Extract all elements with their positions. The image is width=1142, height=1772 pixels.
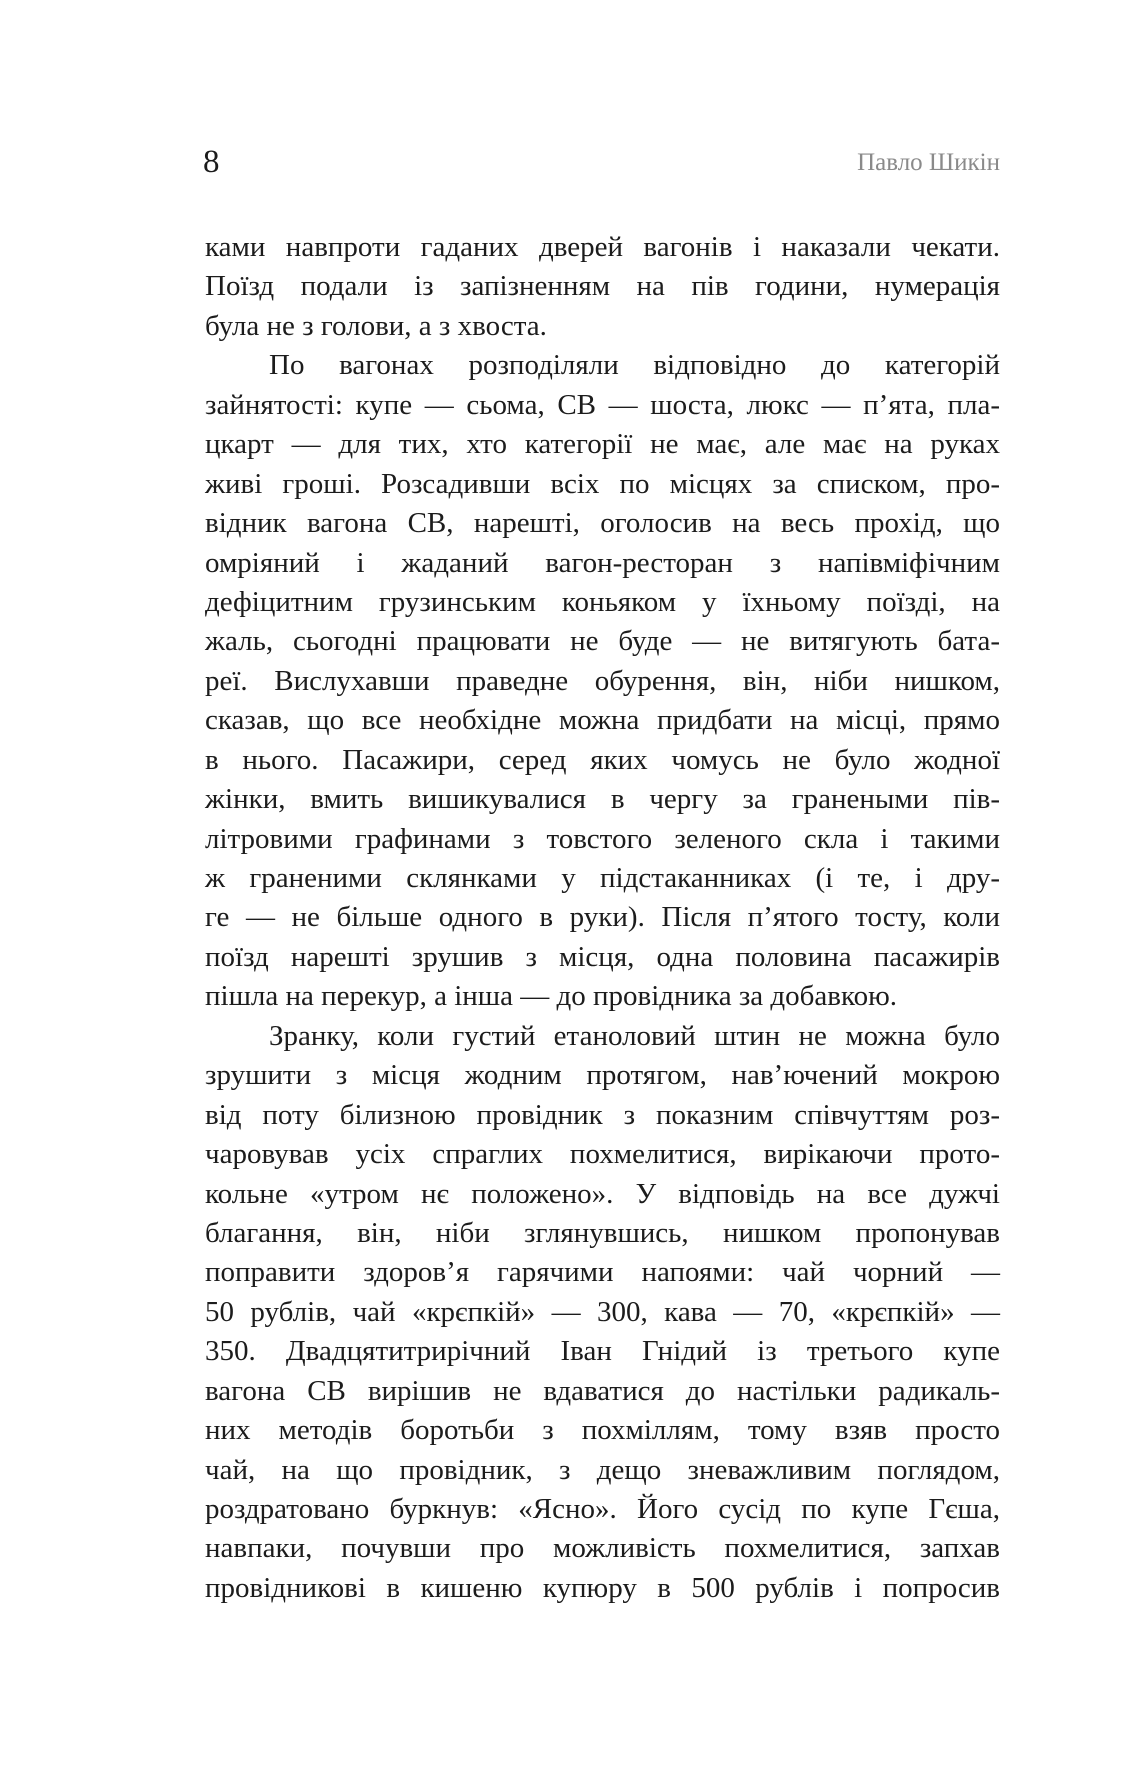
- text-line: 350. Двадцятитрирічний Іван Гнідий із третього купе: [205, 1335, 1000, 1368]
- text-line: омріяний і жаданий вагон-ресторан з напівміфічним: [205, 546, 1000, 579]
- text-line: ж граненими склянками у підстаканниках (і те, і дру-: [205, 862, 1000, 894]
- text-line: вагона СВ вирішив не вдаватися до настільки радикаль-: [205, 1374, 1000, 1407]
- text-line: ками навпроти гаданих дверей вагонів і наказали чекати.: [205, 231, 1000, 263]
- text-line: була не з голови, а з хвоста.: [205, 309, 547, 342]
- page-number: 8: [203, 144, 220, 180]
- text-line: дефіцитним грузинським коньяком у їхньому поїзді, на: [205, 585, 1000, 618]
- text-line: 50 рублів, чай «крєпкій» — 300, кава — 70, «крєпкій» —: [205, 1295, 1000, 1328]
- paragraph-start-line: Зранку, коли густий етаноловий штин не можна було: [269, 1019, 1000, 1052]
- text-line: провідникові в кишеню купюру в 500 рублів і попросив: [205, 1571, 1000, 1604]
- text-line: чаровував усіх спраглих похмелитися, вирікаючи прото-: [205, 1138, 1000, 1171]
- text-line: поправити здоров’я гарячими напоями: чай чорний —: [205, 1256, 1000, 1289]
- text-line: чай, на що провідник, з дещо зневажливим поглядом,: [205, 1453, 1000, 1486]
- running-header-author: Павло Шикін: [857, 149, 1000, 176]
- text-line: навпаки, почувши про можливість похмелитися, запхав: [205, 1532, 1000, 1565]
- text-line: відник вагона СВ, нарешті, оголосив на весь прохід, що: [205, 507, 1000, 540]
- text-line: жінки, вмить вишикувалися в чергу за гранеными пів-: [205, 783, 1000, 816]
- text-line: Поїзд подали із запізненням на пів години, нумерація: [205, 270, 1000, 303]
- paragraph-start-line: По вагонах розподіляли відповідно до категорій: [269, 349, 1000, 382]
- body-text: [205, 228, 1000, 1608]
- text-line: літровими графинами з товстого зеленого скла і такими: [205, 822, 1000, 855]
- text-line: кольне «утром нє положено». У відповідь на все дужчі: [205, 1177, 1000, 1210]
- text-line: поїзд нарешті зрушив з місця, одна половина пасажирів: [205, 940, 1000, 973]
- text-line: них методів боротьби з похміллям, тому взяв просто: [205, 1414, 1000, 1447]
- text-line: реї. Вислухавши праведне обурення, він, ніби нишком,: [205, 664, 1000, 697]
- text-line: пішла на перекур, а інша — до провідника за добавкою.: [205, 980, 898, 1013]
- text-line: благання, він, ніби зглянувшись, нишком пропонував: [205, 1216, 1000, 1249]
- text-line: жаль, сьогодні працювати не буде — не витягують бата-: [205, 625, 1000, 658]
- text-line: від поту білизною провідник з показним співчуттям роз-: [205, 1098, 1000, 1131]
- text-line: зайнятості: купе — сьома, СВ — шоста, люкс — п’ята, пла-: [205, 388, 1000, 421]
- text-line: сказав, що все необхідне можна придбати на місці, прямо: [205, 704, 1000, 737]
- text-line: роздратовано буркнув: «Ясно». Його сусід по купе Гєша,: [205, 1493, 1000, 1525]
- text-line: в нього. Пасажири, серед яких чомусь не було жодної: [205, 743, 1000, 776]
- text-line: цкарт — для тих, хто категорії не має, але має на руках: [205, 428, 1000, 461]
- text-line: живі гроші. Розсадивши всіх по місцях за списком, про-: [205, 467, 1000, 500]
- text-line: ге — не більше одного в руки). Після п’ятого тосту, коли: [205, 901, 1000, 934]
- text-line: зрушити з місця жодним протягом, нав’ючений мокрою: [205, 1059, 1000, 1092]
